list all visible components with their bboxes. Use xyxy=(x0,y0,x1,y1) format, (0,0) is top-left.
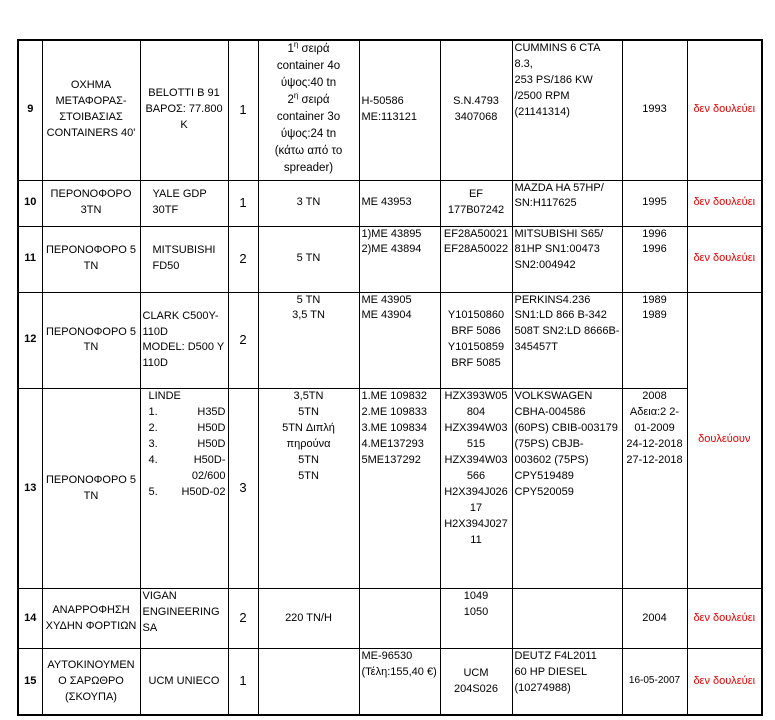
engine xyxy=(512,589,622,649)
capacity xyxy=(258,40,359,180)
equipment-type: ΑΝΑΡΡΟΦΗΣΗ ΧΥΔΗΝ ΦΟΡΤΙΩΝ xyxy=(42,589,140,649)
equipment-type: ΠΕΡΟΝΟΦΟΡΟ 5 TN xyxy=(42,389,140,589)
engine: CUMMINS 6 CTA 8.3, 253 PS/186 KW /2500 RPM (21141314) xyxy=(512,40,622,180)
registration xyxy=(359,589,440,649)
table-row xyxy=(18,649,762,715)
year: 2004 xyxy=(622,589,687,649)
table-row xyxy=(18,589,762,649)
equipment-table xyxy=(17,39,763,716)
equipment-model: UCM UNIECO xyxy=(140,649,228,715)
registration: 1)ME 43895 2)ME 43894 xyxy=(359,226,440,292)
quantity: 1 xyxy=(228,649,258,715)
registration: ME 43905 ME 43904 xyxy=(359,292,440,389)
year: 16-05-2007 xyxy=(622,649,687,715)
status-text: δεν δουλεύει xyxy=(687,180,762,226)
engine: DEUTZ F4L2011 60 HP DIESEL (10274988) xyxy=(512,649,622,715)
equipment-type: ΑΥΤΟΚΙΝΟΥΜΕΝ Ο ΣΑΡΩΘΡΟ (ΣΚΟΥΠΑ) xyxy=(42,649,140,715)
capacity: 3,5TN 5TN 5TN Διπλή πηρούνα 5TN 5TN xyxy=(258,389,359,589)
model-name: H35D xyxy=(197,406,226,419)
capacity-line: spreader) xyxy=(283,162,334,175)
model-title: LINDE xyxy=(148,390,181,403)
capacity: 3 TN xyxy=(258,180,359,226)
equipment-model: YALE GDP 30TF xyxy=(140,180,228,226)
serial-number: S.N.4793 3407068 xyxy=(440,40,512,180)
model-name: H50D-02/600 xyxy=(191,454,226,483)
serial-clip: Y10150860 BRF 5086 Y10150859 BRF 5085 xyxy=(447,309,505,370)
row-number: 14 xyxy=(18,589,42,649)
capacity-sup: η xyxy=(293,91,299,101)
registration: 1.ME 109832 2.ME 109833 3.ME 109834 4.ME137293 5ME137292 xyxy=(359,389,440,589)
capacity-line: 1 xyxy=(287,43,294,56)
table-row xyxy=(18,389,762,589)
model-num: 5. xyxy=(148,486,158,498)
equipment-type: ΠΕΡΟΝΟΦΟΡΟ 5 TN xyxy=(42,292,140,389)
registration: H-50586 ME:113121 xyxy=(359,40,440,180)
engine: MAZDA HA 57HP/ SN:H117625 xyxy=(512,180,622,226)
table-row xyxy=(18,226,762,292)
row-number: 12 xyxy=(18,292,42,389)
capacity-sup: η xyxy=(293,41,299,50)
equipment-model: BELOTTI B 91 ΒΑΡΟΣ: 77.800 K xyxy=(140,40,228,180)
engine: VOLKSWAGEN CBHA-004586 (60PS) CBIB-003179 (75PS) CBJB-003602 (75PS) CPY519489 CPY520059 xyxy=(512,389,622,589)
model-num: 1. xyxy=(148,406,158,419)
table-row xyxy=(18,180,762,226)
quantity: 2 xyxy=(228,589,258,649)
serial-number: UCM 204S026 xyxy=(440,649,512,715)
capacity-line: σειρά xyxy=(298,94,330,107)
table-row xyxy=(18,292,762,389)
status-text: δεν δουλεύει xyxy=(687,649,762,715)
capacity: 5 TN xyxy=(258,226,359,292)
capacity xyxy=(258,649,359,715)
row-number: 15 xyxy=(18,649,42,715)
capacity-line: container 4o xyxy=(276,60,341,73)
serial-number xyxy=(440,292,512,389)
equipment-type: ΟΧΗΜΑ ΜΕΤΑΦΟΡΑΣ-ΣΤΟΙΒΑΣΙΑΣ CONTAINERS 40' xyxy=(42,40,140,180)
quantity: 3 xyxy=(228,389,258,589)
quantity: 1 xyxy=(228,40,258,180)
model-num: 2. xyxy=(148,422,158,435)
quantity: 1 xyxy=(228,180,258,226)
status-text: δουλεύουν xyxy=(687,292,762,589)
model-name: H50D-02 xyxy=(181,486,226,498)
model-num: 4. xyxy=(148,454,158,467)
capacity-line: ύψος:40 tn xyxy=(280,77,337,90)
status-text: δεν δουλεύει xyxy=(687,40,762,180)
capacity: 5 TN 3,5 TN xyxy=(258,292,359,389)
row-number: 11 xyxy=(18,226,42,292)
status-text: δεν δουλεύει xyxy=(687,589,762,649)
row-number: 10 xyxy=(18,180,42,226)
serial-number: EF28A50021 EF28A50022 xyxy=(440,226,512,292)
year: 1996 1996 xyxy=(622,226,687,292)
equipment-model: CLARK C500Y-110D MODEL: D500 Y 110D xyxy=(140,292,228,389)
capacity-line: (κάτω από το xyxy=(274,145,343,158)
status-text: δεν δουλεύει xyxy=(687,226,762,292)
registration: ME-96530 (Τέλη:155,40 €) xyxy=(359,649,440,715)
quantity: 2 xyxy=(228,226,258,292)
serial-number: EF 177B07242 xyxy=(440,180,512,226)
capacity-line: ύψος:24 tn xyxy=(280,128,337,141)
capacity: 220 TN/H xyxy=(258,589,359,649)
year: 1995 xyxy=(622,180,687,226)
capacity-line: σειρά xyxy=(298,43,330,56)
quantity: 2 xyxy=(228,292,258,389)
year: 2008 Αδεια:2 2-01-2009 24-12-2018 27-12-2018 xyxy=(622,389,687,589)
capacity-line: 2 xyxy=(287,94,294,107)
table-row xyxy=(18,40,762,180)
year: 1989 1989 xyxy=(622,292,687,389)
serial-number: 1049 1050 xyxy=(440,589,512,649)
row-number: 13 xyxy=(18,389,42,589)
equipment-model: VIGAN ENGINEERING SA xyxy=(140,589,228,649)
model-num: 3. xyxy=(148,438,158,451)
engine: MITSUBISHI S65/ 81HP SN1:00473 SN2:004942 xyxy=(512,226,622,292)
engine xyxy=(512,292,622,389)
model-name: H50D xyxy=(197,422,226,435)
model-name: H50D xyxy=(197,438,226,451)
equipment-model xyxy=(140,389,228,589)
equipment-type: ΠΕΡΟΝΟΦΟΡΟ 5 TN xyxy=(42,226,140,292)
serial-number: HZX393W05 804 HZX394W03 515 HZX394W03 566 H2X394J026 17 H2X394J027 11 xyxy=(440,389,512,589)
row-number: 9 xyxy=(18,40,42,180)
equipment-type: ΠΕΡΟΝΟΦΟΡΟ 3ΤΝ xyxy=(42,180,140,226)
engine-clip: PERKINS4.236 SN1:LD 866 B-342 508T SN2:LD 8666B-345457T xyxy=(514,293,620,354)
registration: ME 43953 xyxy=(359,180,440,226)
year: 1993 xyxy=(622,40,687,180)
equipment-model: MITSUBISHI FD50 xyxy=(140,226,228,292)
capacity-line: container 3o xyxy=(276,111,341,124)
